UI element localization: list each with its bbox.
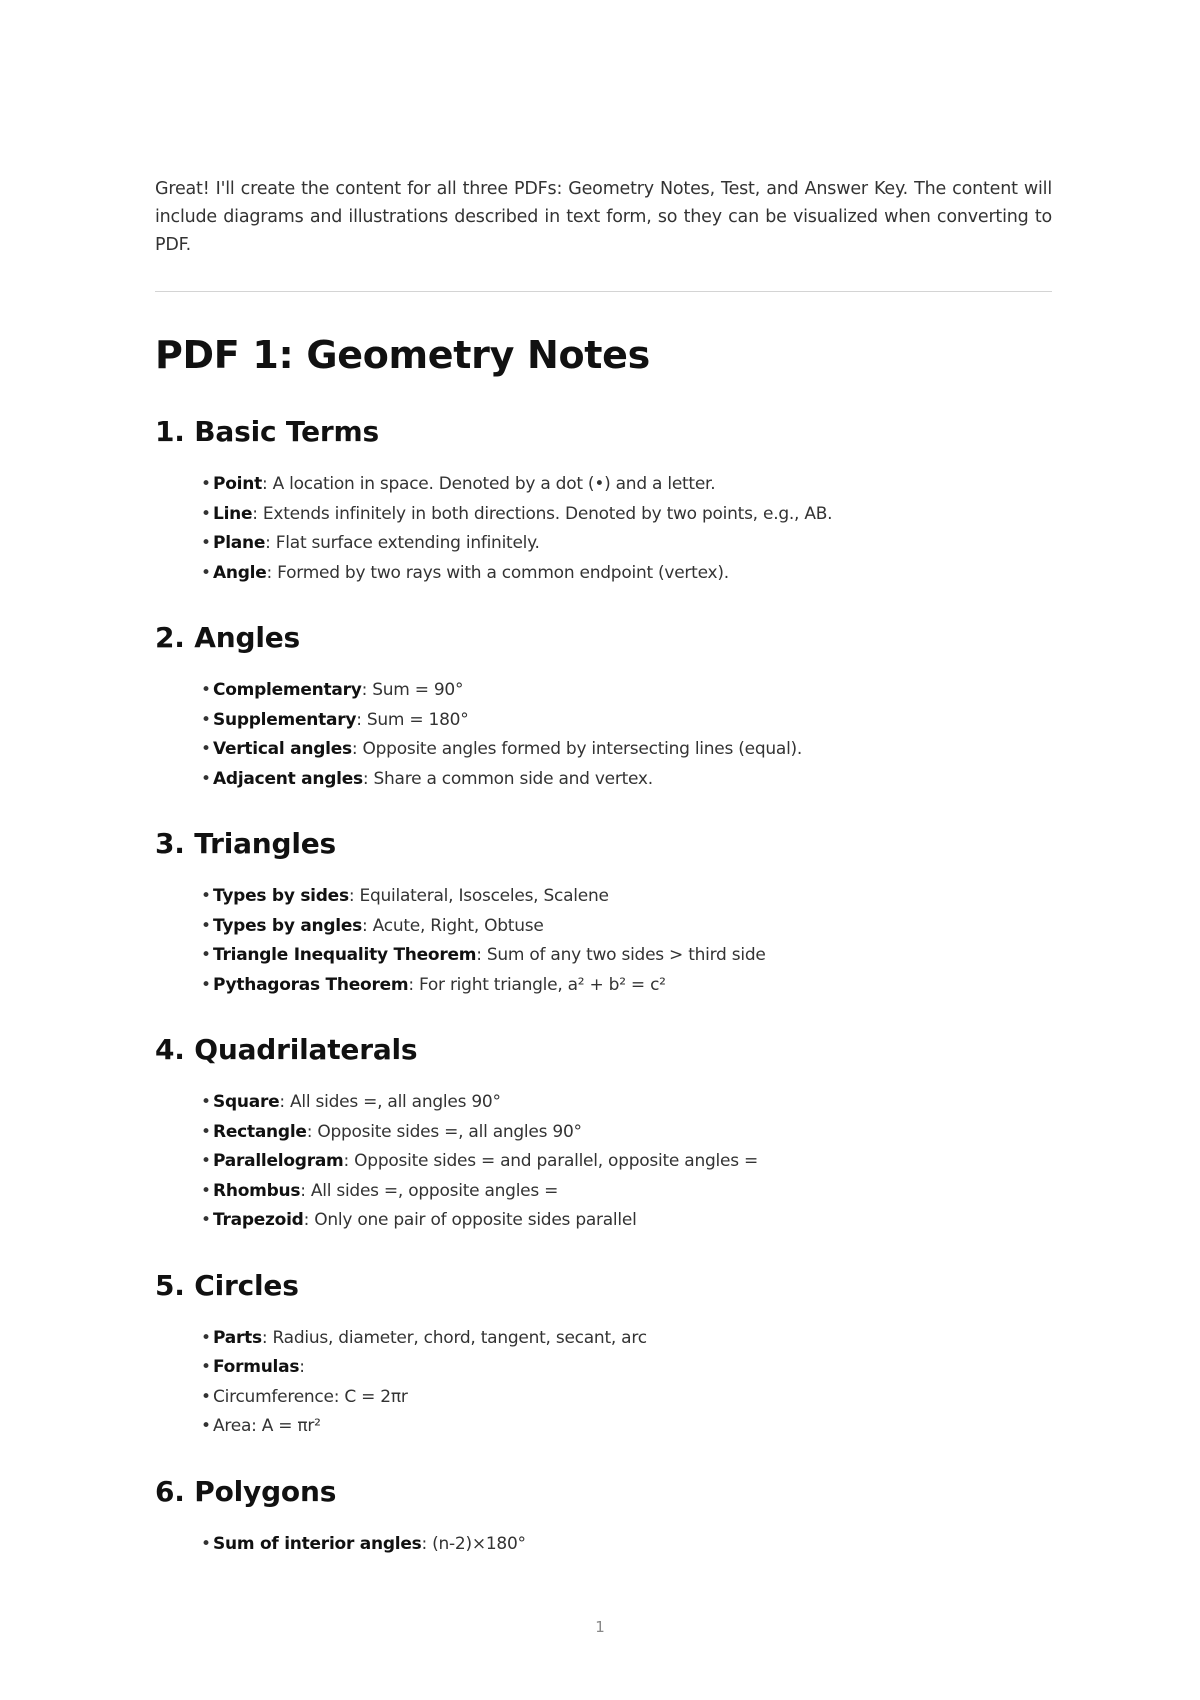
- item-term: Parallelogram: [213, 1151, 344, 1171]
- bullet-icon: •: [201, 1092, 211, 1112]
- item-term: Supplementary: [213, 709, 357, 730]
- list-item: [201, 765, 1052, 795]
- document-title: PDF 1: Geometry Notes: [155, 333, 650, 377]
- item-term: Rhombus: [213, 1180, 301, 1201]
- bullet-icon: •: [201, 1210, 211, 1230]
- item-term: Plane: [213, 533, 266, 553]
- list-item: [201, 1383, 1052, 1413]
- list-item: [201, 882, 1052, 912]
- section: [155, 1032, 1052, 1236]
- intro-paragraph: Great! I'll create the content for all three PDFs: Geometry Notes, Test, and Answer Key. The content will include diagrams and illustrations described in text form, so they can be visualized when converting to PDF.: [155, 179, 1052, 255]
- item-text: :: [299, 1357, 305, 1377]
- section-heading: 6. Polygons: [155, 1474, 337, 1508]
- bullet-list: [155, 1088, 1052, 1236]
- list-item: [201, 1412, 1052, 1442]
- bullet-icon: •: [201, 503, 211, 524]
- list-item: [201, 470, 1052, 500]
- bullet-icon: •: [201, 1180, 211, 1201]
- notes-sections: [155, 414, 1052, 1559]
- item-term: Formulas: [213, 1357, 300, 1377]
- bullet-list: [155, 470, 1052, 588]
- bullet-icon: •: [201, 562, 211, 583]
- bullet-icon: •: [201, 1121, 211, 1142]
- item-text: : Formed by two rays with a common endpoint (vertex).: [266, 562, 729, 583]
- list-item: [201, 1530, 1052, 1560]
- bullet-icon: •: [201, 1327, 211, 1348]
- bullet-icon: •: [201, 739, 211, 759]
- item-term: Triangle Inequality Theorem: [213, 945, 477, 965]
- item-term: Point: [213, 474, 262, 494]
- item-text: : Opposite sides = and parallel, opposite angles =: [343, 1151, 758, 1171]
- item-text: : For right triangle, a² + b² = c²: [408, 974, 666, 995]
- list-item: [201, 529, 1052, 559]
- item-text: : Acute, Right, Obtuse: [362, 915, 544, 936]
- section-heading: 5. Circles: [155, 1268, 299, 1302]
- item-term: Rectangle: [213, 1121, 307, 1142]
- section-heading: 3. Triangles: [155, 827, 337, 860]
- item-term: Types by angles: [213, 915, 363, 936]
- bullet-icon: •: [201, 1357, 211, 1377]
- item-text: : Only one pair of opposite sides parallel: [303, 1210, 637, 1230]
- item-term: Square: [213, 1092, 280, 1112]
- section: [155, 414, 1052, 588]
- section-heading: 2. Angles: [155, 621, 300, 654]
- item-term: Parts: [213, 1327, 262, 1348]
- item-text: : All sides =, opposite angles =: [300, 1180, 559, 1201]
- horizontal-divider: [155, 291, 1052, 292]
- item-text: : Sum = 90°: [361, 680, 464, 700]
- bullet-icon: •: [201, 1416, 211, 1436]
- bullet-icon: •: [201, 1151, 211, 1171]
- section: [155, 1268, 1052, 1442]
- bullet-icon: •: [201, 533, 211, 553]
- item-text: : Flat surface extending infinitely.: [265, 533, 540, 553]
- section: [155, 1474, 1052, 1560]
- bullet-icon: •: [201, 1386, 211, 1407]
- item-text: : A location in space. Denoted by a dot (•) and a letter.: [261, 474, 716, 494]
- item-term: Pythagoras Theorem: [213, 974, 409, 995]
- bullet-icon: •: [201, 886, 211, 906]
- item-text: : Extends infinitely in both directions. Denoted by two points, e.g., AB.: [252, 503, 833, 524]
- item-text: : Share a common side and vertex.: [362, 768, 653, 789]
- bullet-icon: •: [201, 1533, 211, 1554]
- list-item: [201, 706, 1052, 736]
- item-term: Angle: [213, 562, 267, 583]
- list-item: [201, 1177, 1052, 1207]
- item-text: : (n-2)×180°: [421, 1533, 526, 1554]
- section: [155, 620, 1052, 794]
- list-item: [201, 559, 1052, 589]
- item-text: : Radius, diameter, chord, tangent, secant, arc: [261, 1327, 647, 1348]
- document-page: [155, 175, 1052, 1559]
- list-item: [201, 971, 1052, 1001]
- item-term: Trapezoid: [213, 1210, 304, 1230]
- item-term: Adjacent angles: [213, 768, 363, 789]
- list-item: [201, 1088, 1052, 1118]
- list-item: [201, 500, 1052, 530]
- item-text: : Sum of any two sides > third side: [476, 945, 766, 965]
- list-item: [201, 1353, 1052, 1383]
- bullet-icon: •: [201, 709, 211, 730]
- list-item: [201, 1147, 1052, 1177]
- bullet-list: [155, 1324, 1052, 1442]
- bullet-icon: •: [201, 768, 211, 789]
- item-text: : Equilateral, Isosceles, Scalene: [348, 886, 609, 906]
- bullet-list: [155, 676, 1052, 794]
- page-number: 1: [595, 1618, 605, 1636]
- bullet-list: [155, 882, 1052, 1000]
- item-text: : Sum = 180°: [356, 709, 469, 730]
- list-item: [201, 1118, 1052, 1148]
- bullet-icon: •: [201, 680, 211, 700]
- item-term: Complementary: [213, 680, 362, 700]
- item-text: : Opposite angles formed by intersecting lines (equal).: [351, 739, 803, 759]
- item-term: Vertical angles: [213, 739, 352, 759]
- list-item: [201, 941, 1052, 971]
- bullet-icon: •: [201, 974, 211, 995]
- bullet-icon: •: [201, 915, 211, 936]
- item-text: Area: A = πr²: [213, 1416, 321, 1436]
- list-item: [201, 1324, 1052, 1354]
- list-item: [201, 676, 1052, 706]
- section: [155, 826, 1052, 1000]
- item-term: Line: [213, 503, 253, 524]
- bullet-icon: •: [201, 474, 211, 494]
- list-item: [201, 912, 1052, 942]
- item-text: : Opposite sides =, all angles 90°: [306, 1121, 582, 1142]
- bullet-list: [155, 1530, 1052, 1560]
- list-item: [201, 1206, 1052, 1236]
- section-heading: 4. Quadrilaterals: [155, 1033, 418, 1066]
- bullet-icon: •: [201, 945, 211, 965]
- section-heading: 1. Basic Terms: [155, 415, 379, 448]
- item-text: : All sides =, all angles 90°: [279, 1092, 501, 1112]
- list-item: [201, 735, 1052, 765]
- item-term: Types by sides: [213, 886, 349, 906]
- item-term: Sum of interior angles: [213, 1533, 422, 1554]
- item-text: Circumference: C = 2πr: [213, 1386, 408, 1407]
